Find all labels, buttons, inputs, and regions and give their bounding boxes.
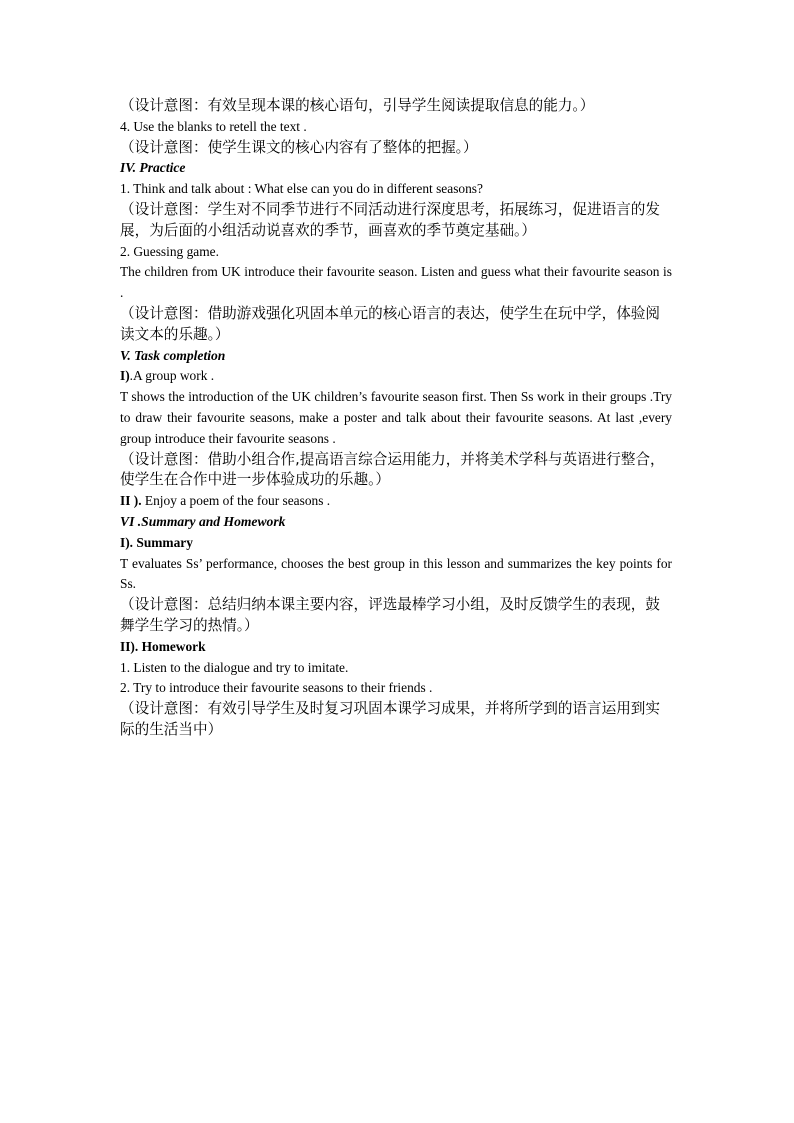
subheading-text: .A group work .: [129, 368, 215, 384]
guessing-game-description: The children from UK introduce their favourite season. Listen and guess what their favourite season is .: [120, 264, 672, 301]
section-heading-task-completion: V. Task completion: [120, 347, 226, 363]
section-heading-practice: IV. Practice: [120, 160, 186, 176]
subheading-group-work: [120, 366, 672, 387]
subheading-number: II ).: [120, 493, 142, 509]
document-page: [120, 96, 672, 741]
design-intent-note: （设计意图：使学生课文的核心内容有了整体的把握。）: [120, 138, 478, 156]
group-work-description: T shows the introduction of the UK children’s favourite season first. Then Ss work in their groups .Try to draw their favourite seasons, make a poster and talk about their favourite seasons. At last ,every group introduce their favourite seasons .: [120, 389, 672, 446]
homework-item: 2. Try to introduce their favourite seasons to their friends .: [120, 680, 433, 696]
subheading-text: Enjoy a poem of the four seasons .: [141, 493, 331, 509]
step-guessing-game: 2. Guessing game.: [120, 243, 219, 259]
design-intent-note: （设计意图：总结归纳本课主要内容，评选最棒学习小组，及时反馈学生的表现，鼓舞学生学习的热情。）: [120, 596, 660, 634]
design-intent-note: （设计意图：学生对不同季节进行不同活动进行深度思考，拓展练习，促进语言的发展，为后面的小组活动说喜欢的季节，画喜欢的季节奠定基础。）: [120, 200, 660, 239]
homework-item: 1. Listen to the dialogue and try to imitate.: [120, 659, 349, 675]
subheading-number: I): [120, 368, 130, 384]
subheading-enjoy-poem: [120, 491, 672, 512]
design-intent-note: （设计意图：借助游戏强化巩固本单元的核心语言的表达，使学生在玩中学，体验阅读文本的乐趣。）: [120, 304, 660, 343]
design-intent-note: （设计意图：借助小组合作,提高语言综合运用能力，并将美术学科与英语进行整合，使学生在合作中进一步体验成功的乐趣。）: [120, 450, 665, 489]
summary-description: T evaluates Ss’ performance, chooses the best group in this lesson and summarizes the key points for Ss.: [120, 555, 672, 592]
design-intent-note: （设计意图：有效呈现本课的核心语句，引导学生阅读提取信息的能力。）: [120, 97, 595, 114]
step-retell: 4. Use the blanks to retell the text .: [120, 118, 307, 134]
subheading-summary: I). Summary: [120, 534, 193, 550]
section-heading-summary-homework: VI .Summary and Homework: [120, 513, 286, 529]
subheading-homework: II). Homework: [120, 638, 206, 654]
design-intent-note: （设计意图：有效引导学生及时复习巩固本课学习成果，并将所学到的语言运用到实际的生活当中）: [120, 700, 660, 738]
step-think-and-talk: 1. Think and talk about : What else can you do in different seasons?: [120, 181, 483, 197]
